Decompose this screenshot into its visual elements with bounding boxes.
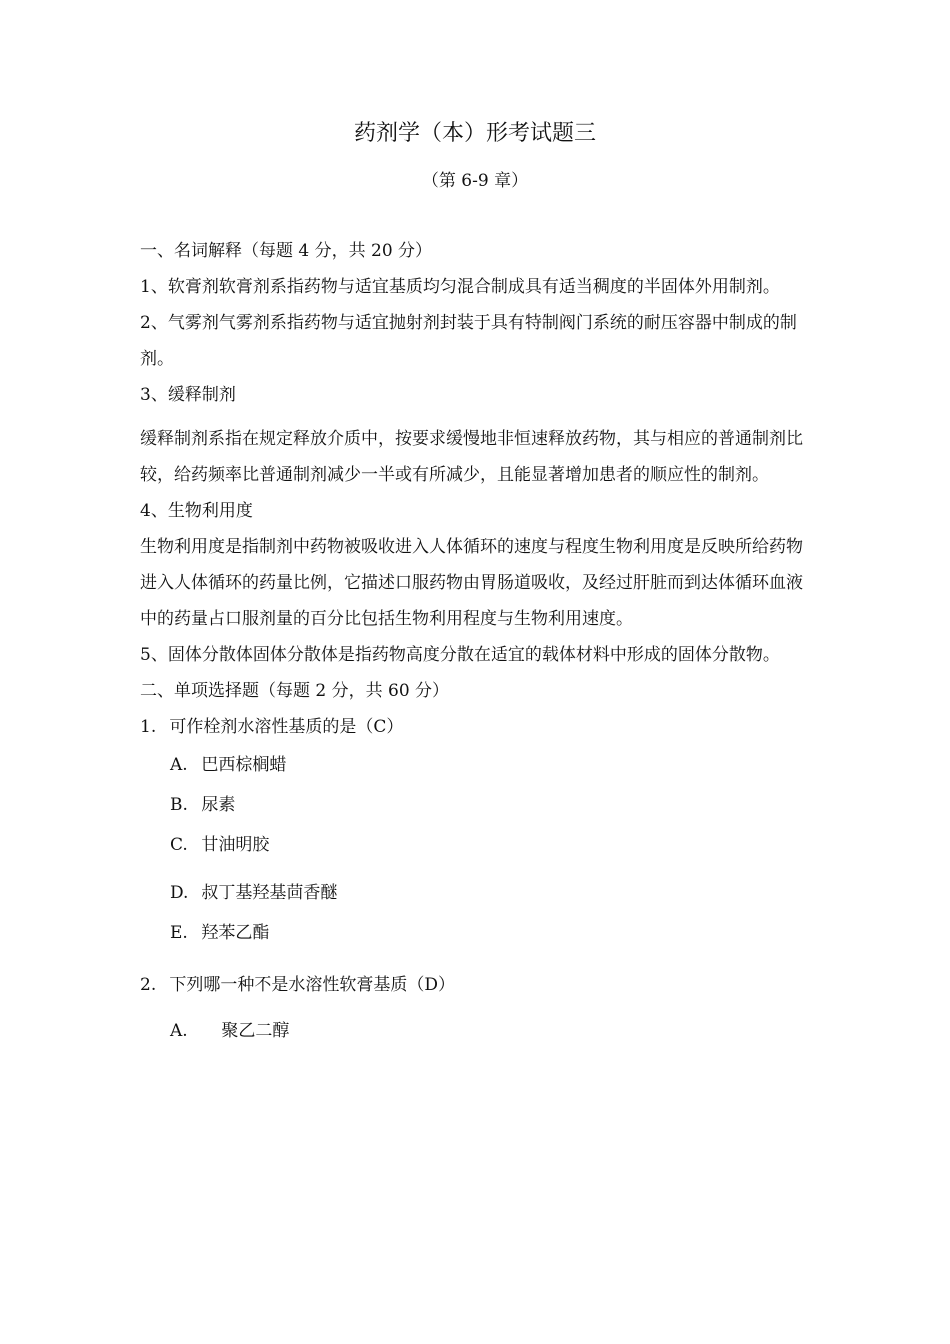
page-subtitle: （第 6-9 章） xyxy=(421,171,529,191)
option-a xyxy=(140,1011,815,1051)
option-letter: C. xyxy=(170,835,188,855)
option-b xyxy=(140,785,815,825)
option-letter: E. xyxy=(170,923,188,943)
term-1: 1、软膏剂软膏剂系指药物与适宜基质均匀混合制成具有适当稠度的半固体外用制剂。 xyxy=(140,277,780,297)
option-text: 甘油明胶 xyxy=(201,835,270,855)
option-letter: D. xyxy=(170,883,189,903)
question-number: 2. xyxy=(140,975,157,995)
option-letter: A. xyxy=(170,1021,188,1041)
option-letter: A. xyxy=(170,755,188,775)
option-e xyxy=(140,913,815,953)
question-text: 可作栓剂水溶性基质的是（C） xyxy=(169,717,404,737)
term-5: 5、固体分散体固体分散体是指药物高度分散在适宜的载体材料中形成的固体分散物。 xyxy=(140,645,780,665)
option-text: 叔丁基羟基茴香醚 xyxy=(201,883,338,903)
term-2: 2、气雾剂气雾剂系指药物与适宜抛射剂封装于具有特制阀门系统的耐压容器中制成的制剂。 xyxy=(140,313,797,369)
question-1 xyxy=(140,709,815,745)
term-4-title: 4、生物利用度 xyxy=(140,501,253,521)
document-body xyxy=(140,233,815,1051)
option-text: 聚乙二醇 xyxy=(221,1021,290,1041)
option-c xyxy=(140,825,815,865)
term-3-definition: 缓释制剂系指在规定释放介质中，按要求缓慢地非恒速释放药物，其与相应的普通制剂比较，给药频率比普通制剂减少一半或有所减少，且能显著增加患者的顺应性的制剂。 xyxy=(140,429,803,485)
question-text: 下列哪一种不是水溶性软膏基质（D） xyxy=(169,975,456,995)
section-heading-2: 二、单项选择题（每题 2 分，共 60 分） xyxy=(140,681,450,701)
option-a xyxy=(140,745,815,785)
option-letter: B. xyxy=(170,795,188,815)
option-text: 巴西棕榈蜡 xyxy=(201,755,287,775)
option-text: 尿素 xyxy=(201,795,236,815)
option-text: 羟苯乙酯 xyxy=(201,923,270,943)
question-2 xyxy=(140,967,815,1003)
term-3-title: 3、缓释制剂 xyxy=(140,385,236,405)
term-4-definition: 生物利用度是指制剂中药物被吸收进入人体循环的速度与程度生物利用度是反映所给药物进入人体循环的药量比例，它描述口服药物由胃肠道吸收，及经过肝脏而到达体循环血液中的药量占口服剂量的百分比包括生物利用程度与生物利用速度。 xyxy=(140,537,803,629)
page-title: 药剂学（本）形考试题三 xyxy=(353,121,596,146)
option-d xyxy=(140,873,815,913)
section-heading-1: 一、名词解释（每题 4 分，共 20 分） xyxy=(140,241,433,261)
question-number: 1. xyxy=(140,717,157,737)
